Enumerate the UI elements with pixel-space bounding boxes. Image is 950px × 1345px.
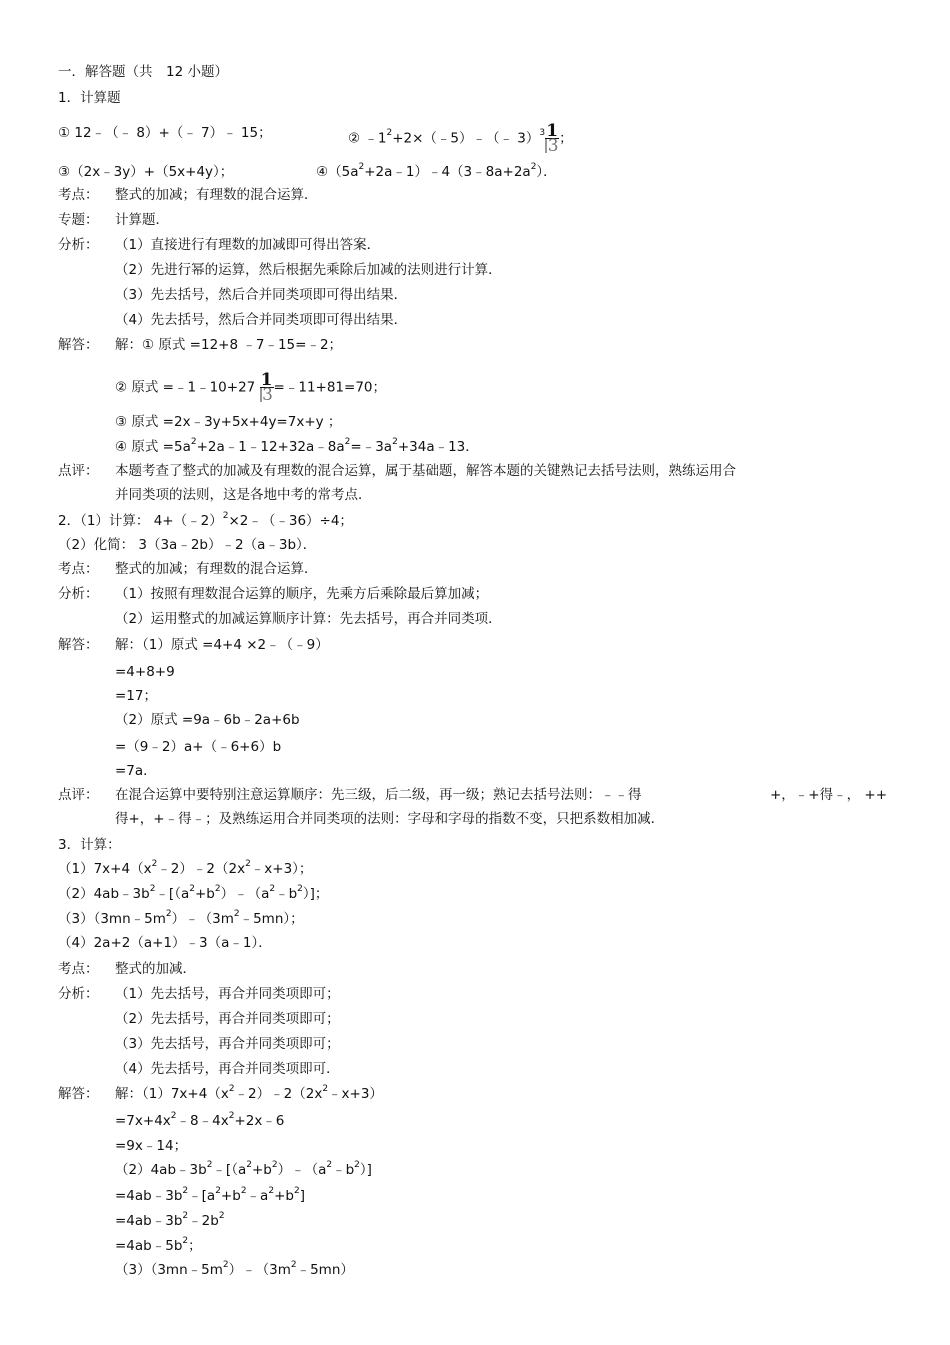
q2-fenxi-line: （1）按照有理数混合运算的顺序，先乘方后乘除最后算加减； [115, 586, 489, 602]
q3-problem-1: $(1)7x+4(x^2﹣2)﹣2(2x^2﹣x+3)$； [58, 858, 313, 877]
q3-solution-line: $(3)(3mn﹣5m^2)﹣(3m^2﹣5mn)$ [115, 1259, 354, 1278]
q2-solution-line: =17； [115, 688, 157, 704]
q2-dianping-line: 在混合运算中要特别注意运算顺序：先三级，后二级，再一级；熟记去括号法则：﹣﹣得 [115, 787, 642, 803]
q1-problem-1: ① 12﹣（﹣ 8）+（﹣ 7）﹣ 15； [58, 125, 272, 141]
q1-solution-line: ② 原式 =﹣1﹣10+27 $\frac{1}{3}$ =﹣11+81=70； [115, 370, 387, 405]
q2-solution-line: （2）原式 =9a﹣6b﹣2a+6b [115, 712, 300, 728]
q2-dianping-line: +，﹣+得﹣， ++ [770, 787, 888, 803]
q3-jieda-label: 解答： [58, 1086, 99, 1102]
q3-solution-line: $=4ab﹣3b^2﹣2b^2$ [115, 1210, 225, 1229]
q1-kaodian: 整式的加减；有理数的混合运算． [115, 187, 318, 203]
q3-title: 3．计算： [58, 837, 121, 853]
q3-fenxi-line: （4）先去括号，再合并同类项即可． [115, 1061, 340, 1077]
section-title: 一．解答题（共 12 小题） [58, 64, 228, 80]
q2-fenxi-label: 分析： [58, 586, 99, 602]
q3-kaodian: 整式的加减． [115, 961, 196, 977]
q2-kaodian-label: 考点： [58, 561, 99, 577]
q2-solution-line: =（9﹣2）a+（﹣6+6）b [115, 739, 282, 755]
q2-solution-line: =7a． [115, 763, 157, 779]
q2-solution-line: =4+8+9 [115, 664, 175, 680]
q1-zhuanti-label: 专题： [58, 212, 99, 228]
q1-problem-3: ③（2x﹣3y）+（5x+4y）； [58, 164, 234, 180]
q1-kaodian-label: 考点： [58, 187, 99, 203]
q2-dianping-line: 得+，+﹣得﹣；及熟练运用合并同类项的法则：字母和字母的指数不变，只把系数相加减． [115, 811, 665, 827]
q2-kaodian: 整式的加减；有理数的混合运算． [115, 561, 318, 577]
q1-fenxi-label: 分析： [58, 237, 99, 253]
q3-problem-3: $(3)(3mn﹣5m^2)﹣(3m^2﹣5mn)$； [58, 908, 304, 927]
q1-solution-line: ③ 原式 =2x﹣3y+5x+4y=7x+y ； [115, 414, 342, 430]
q1-fenxi-line: （3）先去括号，然后合并同类项即可得出结果． [115, 287, 408, 303]
q3-solution-line: $=7x+4x^2﹣8﹣4x^2+2x﹣6$ [115, 1110, 285, 1129]
q1-solution-line: ④ 原式 $=5a^2+2a﹣1﹣12+32a﹣8a^2=﹣3a^2+34a﹣13$． [115, 436, 479, 455]
q1-fenxi-line: （2）先进行幂的运算，然后根据先乘除后加减的法则进行计算． [115, 262, 502, 278]
q2-fenxi-line: （2）运用整式的加减运算顺序计算：先去括号，再合并同类项． [115, 611, 502, 627]
q3-fenxi-line: （2）先去括号，再合并同类项即可； [115, 1011, 340, 1027]
q3-solution-line: $=4ab﹣3b^2﹣[a^2+b^2﹣a^2+b^2]$ [115, 1185, 305, 1204]
q1-dianping-line: 本题考查了整式的加减及有理数的混合运算，属于基础题，解答本题的关键熟记去括号法则，熟练运用合 [115, 463, 736, 479]
fraction-one-third: $\frac{1}{3}$ [546, 121, 559, 156]
q3-solution-line: =9x﹣14； [115, 1138, 188, 1154]
q2-dianping-label: 点评： [58, 787, 99, 803]
q3-solution-line: $(2)4ab﹣3b^2﹣[(a^2+b^2)﹣(a^2﹣b^2)]$ [115, 1159, 372, 1178]
q1-dianping-label: 点评： [58, 463, 99, 479]
q2-title-2: （2）化简： 3（3a﹣2b）﹣2（a﹣3b）． [58, 537, 317, 553]
q3-fenxi-label: 分析： [58, 986, 99, 1002]
q1-fenxi-line: （1）直接进行有理数的加减即可得出答案． [115, 237, 381, 253]
q3-problem-4: （4）2a+2（a+1）﹣3（a﹣1）． [58, 935, 272, 951]
q1-jieda-label: 解答： [58, 337, 99, 353]
q1-fenxi-line: （4）先去括号，然后合并同类项即可得出结果． [115, 312, 408, 328]
q3-solution-line: 解：$(1)7x+4(x^2﹣2)﹣2(2x^2﹣x+3)$ [115, 1083, 383, 1102]
q3-fenxi-line: （1）先去括号，再合并同类项即可； [115, 986, 340, 1002]
q1-problem-2: ② $﹣1^2+2\times(﹣5)﹣(﹣$ 3）$^3$ $\frac{1}{3}$ ； [348, 121, 573, 156]
q2-jieda-label: 解答： [58, 637, 99, 653]
q1-title: 1．计算题 [58, 90, 121, 106]
q1-problem-4: $④(5a^2+2a﹣1)﹣4(3﹣8a+2a^2)$． [316, 161, 557, 180]
q3-kaodian-label: 考点： [58, 961, 99, 977]
q1-dianping-line: 并同类项的法则，这是各地中考的常考点． [115, 487, 372, 503]
q3-fenxi-line: （3）先去括号，再合并同类项即可； [115, 1036, 340, 1052]
q1-solution-line: 解：① 原式 =12+8 ﹣7﹣15=﹣2； [115, 337, 343, 353]
q1-zhuanti: 计算题． [115, 212, 169, 228]
q2-title-1: 2．（1）计算： 4+（﹣2）$^2$×2﹣（﹣36）÷4； [58, 510, 353, 529]
q3-solution-line: $=4ab﹣5b^2$； [115, 1235, 202, 1254]
q2-solution-line: 解：（1）原式 =4+4 ×2﹣（﹣9） [115, 637, 329, 653]
fraction-one-third: $\frac{1}{3}$ [260, 370, 273, 405]
q3-problem-2: $(2)4ab﹣3b^2﹣[(a^2+b^2)﹣(a^2﹣b^2)]$； [58, 883, 329, 902]
